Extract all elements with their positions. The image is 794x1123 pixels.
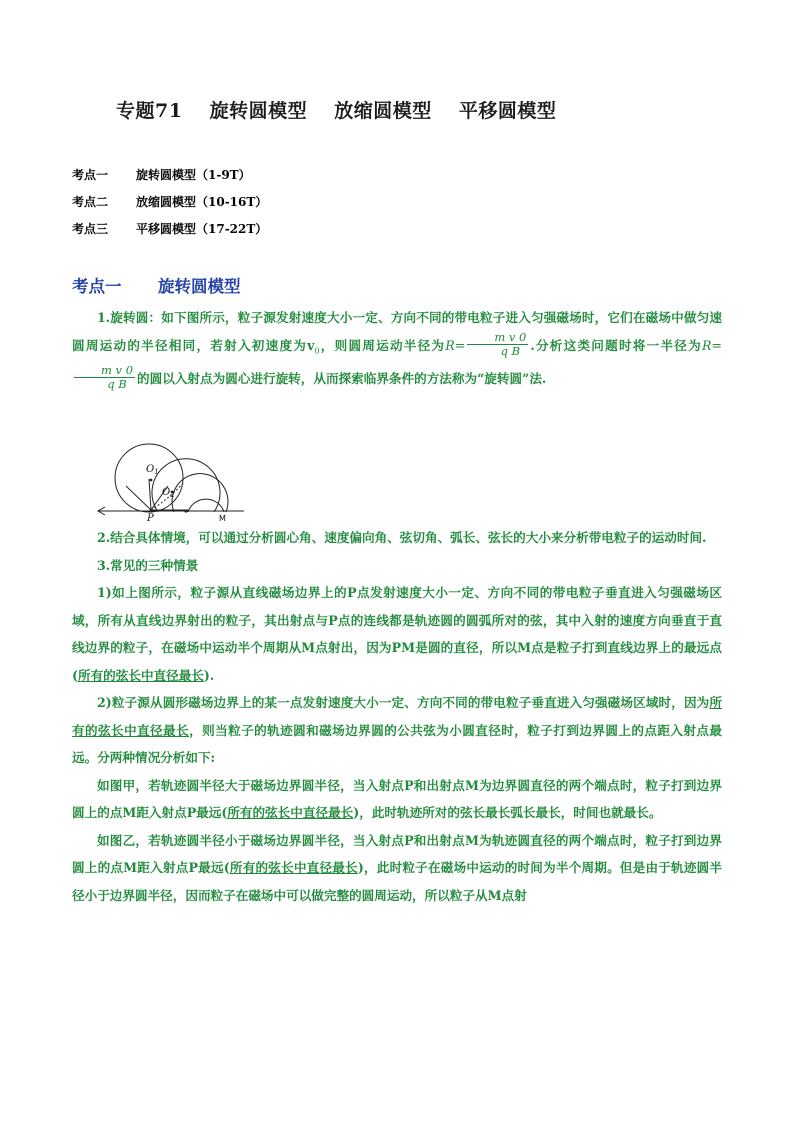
paragraph-5: 2)粒子源从圆形磁场边界上的某一点发射速度大小一定、方向不同的带电粒子垂直进入匀强磁场区域时，因为所有的弦长中直径最长，则当粒子的轨迹圆和磁场边界圆的公共弦为小圆直径时，粒子打到边界圆上的点距入射点最远。分两种情况分析如下:	[72, 695, 723, 765]
title-part-1: 旋转圆模型	[209, 100, 308, 122]
trajectory-circle	[115, 444, 183, 512]
section-number: 考点一	[72, 277, 122, 296]
paragraph-3: 3.常见的三种情景	[97, 557, 199, 573]
toc-value: 旋转圆模型（1-9T）	[136, 168, 251, 182]
paragraph-rotating-circle: 1.旋转圆：如下图所示，粒子源发射速度大小一定、方向不同的带电粒子进入匀强磁场时，它们在磁场中做匀速圆周运动的半径相同，若射入初速度为$v_0$，则圆周运动半径为R= $\frac{\text{m v 0}}{\text{q B}}$ .分析这类问题时将一半径为R= $\frac{\text{m v 0}}{\text{q B}}$ 的圆以入射点为圆心进行旋转，从而探索临界条件的方法称为“旋转圆”法.	[72, 310, 722, 391]
label-p: P	[147, 513, 154, 522]
paragraph-6: 如图甲，若轨迹圆半径大于磁场边界圆半径，当入射点P和出射点M为边界圆直径的两个端点时，粒子打到边界圆上的点M距入射点P最远(所有的弦长中直径最长)，此时轨迹所对的弦长最长弧长最长，时间也就最长。	[72, 777, 722, 820]
toc-item	[72, 189, 267, 216]
toc-value: 平移圆模型（17-22T）	[136, 222, 268, 236]
toc-item	[72, 216, 267, 243]
toc-value: 放缩圆模型（10-16T）	[136, 195, 268, 209]
velocity-arrow	[149, 479, 151, 510]
title-topic: 专题71	[116, 100, 183, 122]
section-name: 旋转圆模型	[158, 277, 241, 296]
radius-fraction: $\frac{\text{m v 0}}{\text{q B}}$	[74, 364, 135, 391]
label-o2: $O_2$	[162, 487, 175, 499]
label-m: M	[219, 514, 226, 522]
paragraph-7: 如图乙，若轨迹圆半径小于磁场边界圆半径，当入射点P和出射点M为轨迹圆直径的两个端点时，粒子打到边界圆上的点M距入射点P最远(所有的弦长中直径最长)，此时粒子在磁场中运动的时间为半个周期。但是由于轨迹圆半径小于边界圆半径，因而粒子在磁场中可以做完整的圆周运动，所以粒子从M点射	[72, 832, 723, 903]
title-part-2: 放缩圆模型	[334, 100, 432, 122]
toc-key: 考点一	[72, 168, 109, 182]
point-mid	[184, 509, 187, 512]
title-part-3: 平移圆模型	[458, 100, 557, 122]
trajectory-circle	[152, 459, 220, 512]
rotating-circle-diagram	[96, 436, 246, 522]
toc-item	[72, 162, 267, 189]
toc-key: 考点三	[72, 222, 109, 236]
label-o1: $O_1$	[146, 464, 159, 476]
radius-fraction: $\frac{\text{m v 0}}{\text{q B}}$	[467, 331, 528, 358]
paragraph-2: 2.结合具体情境，可以通过分析圆心角、速度偏向角、弦切角、弧长、弦长的大小来分析带电粒子的运动时间.	[97, 530, 707, 545]
table-of-contents	[72, 162, 267, 243]
section-heading	[72, 273, 241, 297]
radius-symbol: R=	[445, 337, 466, 353]
toc-key: 考点二	[72, 195, 109, 209]
page-title	[116, 96, 756, 123]
paragraph-block	[72, 524, 722, 909]
paragraph-4: 1)如上图所示，粒子源从直线磁场边界上的P点发射速度大小一定、方向不同的带电粒子垂直进入匀强磁场区域，所有从直线边界射出的粒子，其出射点与P点的连线都是轨迹圆的圆弧所对的弦，其中入射的速度方向垂直于直线边界的粒子，在磁场中运动半个周期从M点射出，因为PM是圆的直径，所以M点是粒子打到直线边界上的最远点(所有的弦长中直径最长).	[72, 585, 722, 683]
center-o1	[150, 479, 153, 482]
